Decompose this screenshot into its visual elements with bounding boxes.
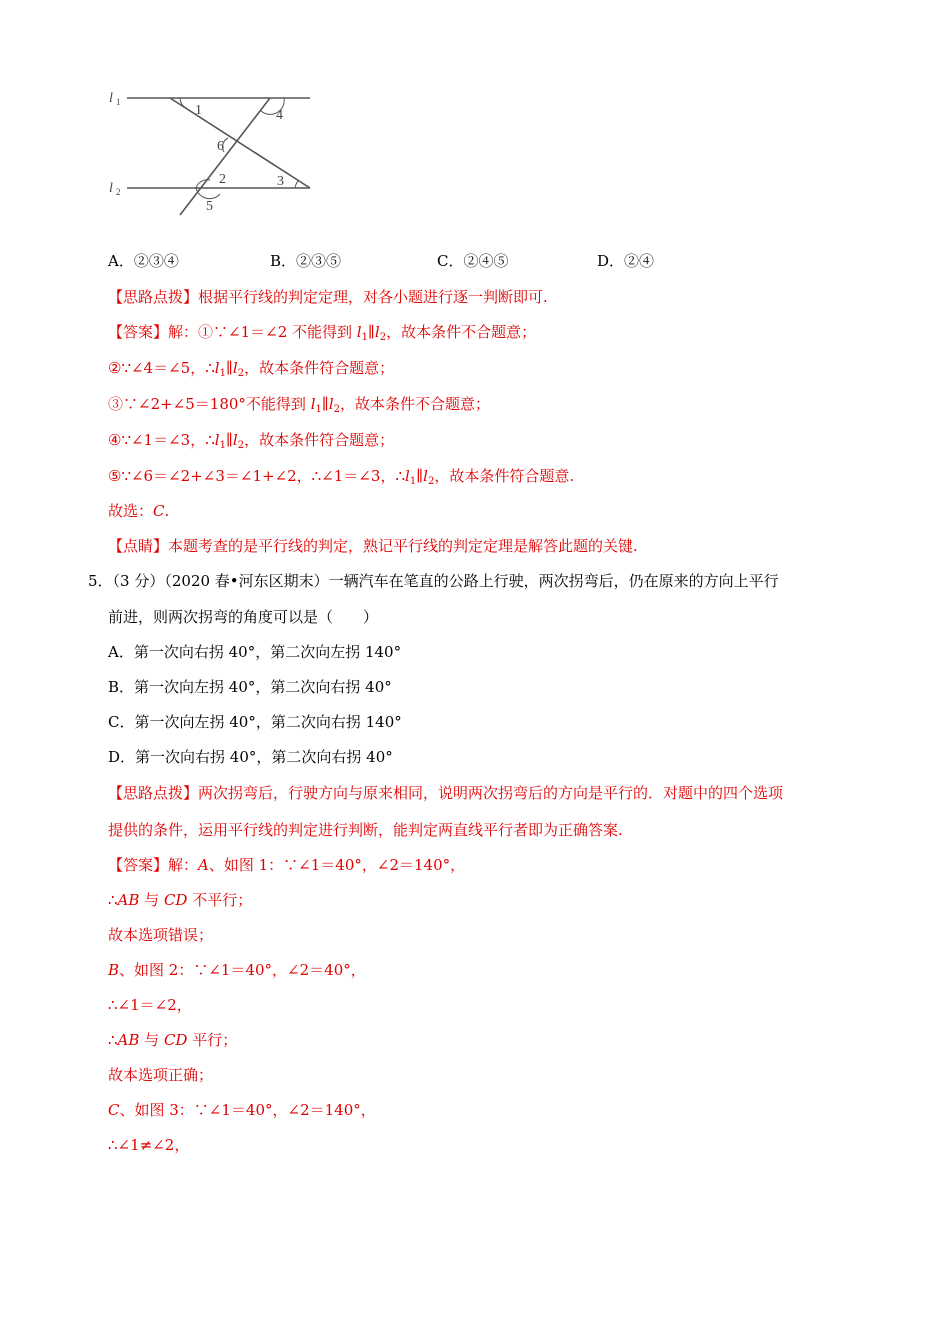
q4-hint: 【思路点拨】根据平行线的判定定理，对各小题进行逐一判断即可.: [108, 288, 548, 306]
q4-option-d: D．②④: [597, 252, 655, 270]
q5-option-d: D．第一次向右拐 40°，第二次向右拐 40°: [108, 748, 393, 766]
q4-option-c: C．②④⑤: [437, 252, 509, 270]
q4-answer-line-5: ⑤∵∠6＝∠2+∠3＝∠1+∠2，∴∠1＝∠3，$\therefore l_1\parallel l_2$，故本条件符合题意.: [108, 467, 575, 487]
q5-hint-line-2: 提供的条件，运用平行线的判定进行判断，能判定两直线平行者即为正确答案.: [108, 821, 623, 839]
parallel-lines-figure: [100, 80, 320, 220]
angle-1-label: 1: [195, 103, 202, 118]
angle-6-label: 6: [217, 139, 224, 154]
q5-option-b: B．第一次向左拐 40°，第二次向右拐 40°: [108, 678, 392, 696]
transversal-1: [170, 98, 310, 188]
q4-comment: 【点睛】本题考查的是平行线的判定，熟记平行线的判定定理是解答此题的关键.: [108, 537, 638, 555]
q5-stem-line-2: 前进，则两次拐弯的角度可以是（ ）: [108, 608, 379, 626]
angle-4-label: 4: [276, 108, 283, 123]
svg-text:1: 1: [116, 97, 121, 107]
q5-answer-b-line-3: ∴AB 与 CD 平行；: [108, 1031, 238, 1049]
q5-answer-a-line-3: 故本选项错误；: [108, 926, 214, 944]
q4-answer-line-4: ④∵∠1＝∠3，$\therefore l_1\parallel l_2$，故本条件符合题意；: [108, 431, 395, 451]
q5-option-a: A．第一次向右拐 40°，第二次向左拐 140°: [108, 643, 402, 661]
q4-option-b: B．②③⑤: [270, 252, 342, 270]
q5-stem-line-1: 5．（3 分）（2020 春•河东区期末）一辆汽车在笔直的公路上行驶，两次拐弯后，仍在原来的方向上平行: [88, 572, 779, 590]
angle-2-label: 2: [219, 172, 226, 187]
q5-option-c: C．第一次向左拐 40°，第二次向右拐 140°: [108, 713, 402, 731]
svg-text:2: 2: [116, 187, 121, 197]
q5-answer-a-line-2: ∴AB 与 CD 不平行；: [108, 891, 253, 909]
angle-3-label: 3: [277, 174, 284, 189]
q4-answer-line-2: ②∵∠4＝∠5，$\therefore l_1\parallel l_2$，故本条件符合题意；: [108, 359, 395, 379]
q5-answer-a-line-1: 【答案】解：A、如图 1：∵∠1＝40°，∠2＝140°，: [108, 856, 466, 874]
figure-svg: [100, 80, 320, 220]
q4-answer-line-1: 【答案】解：①∵∠1＝∠2 不能得到 $l_1\parallel l_2$，故本条件不合题意；: [108, 323, 537, 343]
q4-answer-line-3: ③∵∠2+∠5＝180°不能得到 $l_1\parallel l_2$，故本条件不合题意；: [108, 395, 491, 415]
q4-choice: 故选：C.: [108, 502, 170, 520]
label-l2: l: [109, 181, 113, 196]
q4-option-a: A．②③④: [108, 252, 179, 270]
q5-answer-b-line-4: 故本选项正确；: [108, 1066, 214, 1084]
q5-hint-line-1: 【思路点拨】两次拐弯后，行驶方向与原来相同，说明两次拐弯后的方向是平行的．对题中的四个选项: [108, 784, 784, 802]
transversal-2: [180, 98, 270, 215]
q5-answer-b-line-1: B、如图 2：∵∠1＝40°，∠2＝40°，: [108, 961, 366, 979]
label-l1: l: [109, 91, 113, 106]
q5-answer-c-line-1: C、如图 3：∵∠1＝40°，∠2＝140°，: [108, 1101, 376, 1119]
q5-answer-b-line-2: ∴∠1＝∠2，: [108, 996, 192, 1014]
q5-answer-c-line-2: ∴∠1≠∠2，: [108, 1136, 190, 1154]
angle-5-label: 5: [206, 199, 213, 214]
